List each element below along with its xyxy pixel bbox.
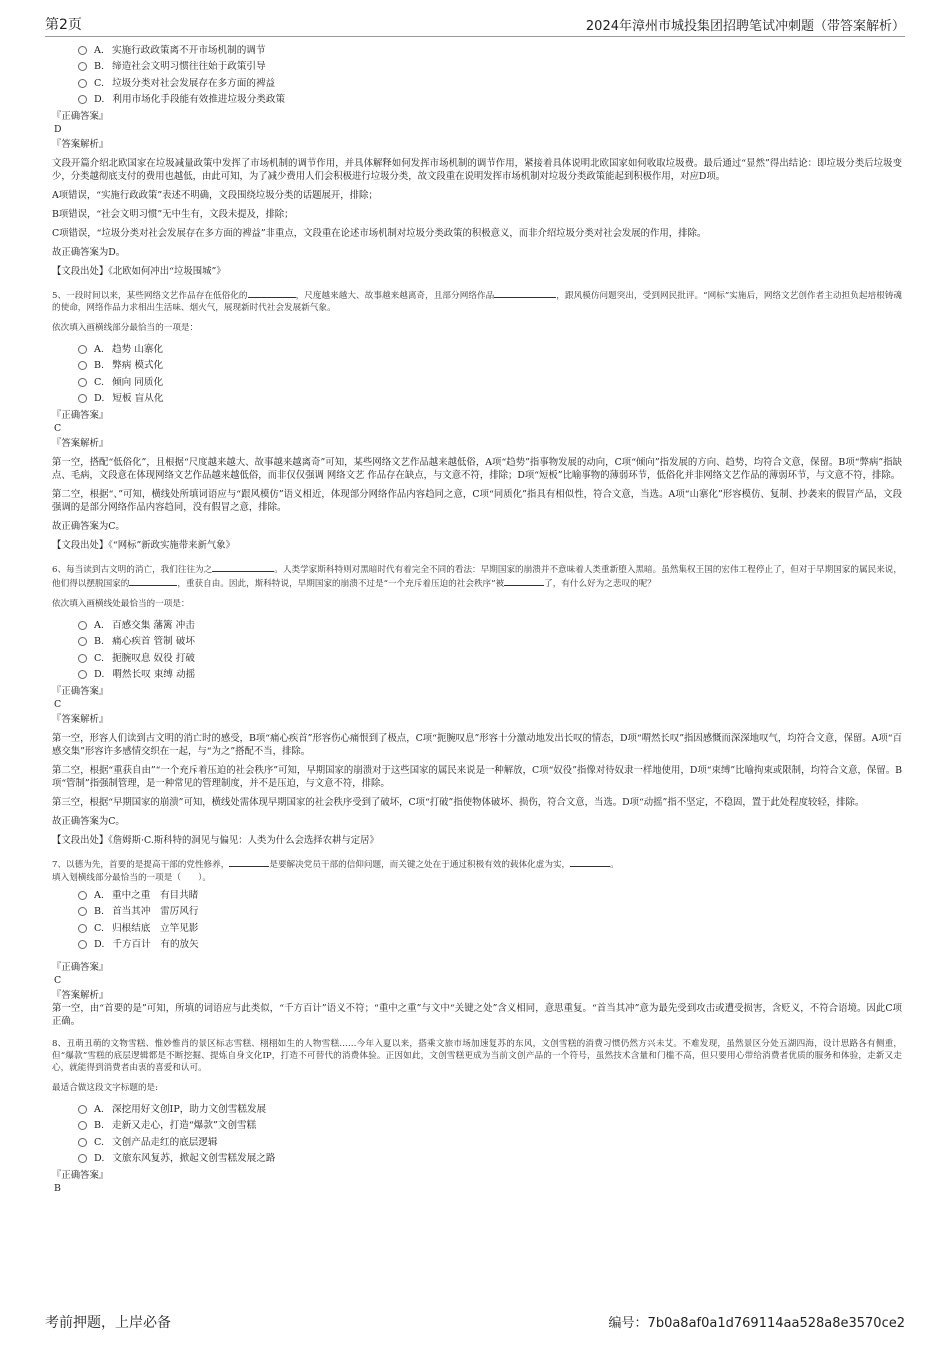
- option-b[interactable]: B. 走新又走心，打造“爆款”文创雪糕: [78, 1118, 902, 1135]
- question-prompt: 依次填入画横线部分最恰当的一项是：: [52, 323, 199, 333]
- radio-icon[interactable]: [78, 46, 87, 55]
- answer-value: C: [54, 975, 62, 986]
- radio-icon[interactable]: [78, 924, 87, 933]
- option-a[interactable]: A. 重中之重 有目共睹: [78, 887, 902, 904]
- analysis-label: 『答案解析』: [52, 990, 109, 1001]
- radio-icon[interactable]: [78, 79, 87, 88]
- radio-icon[interactable]: [78, 361, 87, 370]
- answer-label: 『正确答案』: [52, 686, 109, 697]
- analysis-paragraph: 第三空，根据“早期国家的崩溃”可知，横线处需体现早期国家的社会秩序受到了破坏，C项“打破”指使物体破坏、损伤，符合文意，当选。D项“动摇”指不坚定，不稳固，置于此处程度较轻，排除。: [52, 797, 865, 808]
- radio-icon[interactable]: [78, 670, 87, 679]
- question-prompt: 依次填入画横线处最恰当的一项是：: [52, 599, 190, 609]
- analysis-conclusion: 故正确答案为C。: [52, 521, 125, 532]
- radio-icon[interactable]: [78, 1154, 87, 1163]
- option-b[interactable]: B. 弊病 模式化: [78, 358, 902, 375]
- page-header: [45, 12, 905, 37]
- source-citation: 【文段出处】《北欧如何冲出“垃圾围城”》: [52, 266, 226, 277]
- q6-options: [52, 617, 902, 683]
- source-citation: 【文段出处】《“网标”新政实施带来新气象》: [52, 540, 236, 551]
- answer-label: 『正确答案』: [52, 111, 109, 122]
- option-b[interactable]: B. 痛心疾首 管制 破坏: [78, 634, 902, 651]
- question-stem: 7、以德为先，首要的是提高干部的党性修养， 是要解决党员干部的信仰问题，而关键之处在于通过积极有效的载体化虚为实， 。: [52, 857, 902, 871]
- answer-value: B: [54, 1183, 61, 1194]
- radio-icon[interactable]: [78, 62, 87, 71]
- q4-options: [52, 42, 902, 108]
- option-c[interactable]: C. 文创产品走红的底层逻辑: [78, 1134, 902, 1151]
- radio-icon[interactable]: [78, 940, 87, 949]
- radio-icon[interactable]: [78, 637, 87, 646]
- radio-icon[interactable]: [78, 378, 87, 387]
- document-code: 编号：7b0a8af0a1d769114aa528a8e3570ce2: [608, 1316, 905, 1331]
- analysis-paragraph: 第一空，由“首要的是”可知，所填的词语应与此类似，“千方百计”语义不符；“重中之重”与文中“关键之处”含义相同，意思重复。“首当其冲”意为最先受到攻击或遭受损害，含贬义，不符合语境。因此C项正确。: [52, 1003, 902, 1027]
- answer-value: C: [54, 423, 62, 434]
- option-d[interactable]: D. 千方百计 有的放矢: [78, 937, 902, 954]
- radio-icon[interactable]: [78, 394, 87, 403]
- option-a[interactable]: A. 深挖用好文创IP，助力文创雪糕发展: [78, 1101, 902, 1118]
- radio-icon[interactable]: [78, 907, 87, 916]
- answer-label: 『正确答案』: [52, 962, 109, 973]
- analysis-paragraph: 第一空，形容人们读到古文明的消亡时的感受，B项“痛心疾首”形容伤心痛恨到了极点，C项“扼腕叹息”形容十分激动地发出长叹的情态，D项“喟然长叹”指因感慨而深深地叹气，均符合文意，保留。A项“百感交集”形容许多感情交织在一起，与“为之”搭配不当，排除。: [52, 733, 902, 757]
- q5-options: [52, 341, 902, 407]
- question-stem: 6、每当读到古文明的消亡，我们往往为之 。人类学家斯科特则对黑暗时代有着完全不同的看法：早期国家的崩溃并不意味着人类重新堕入黑暗。虽然集权王国的宏伟工程停止了，但对于早期国家的属民来说，他们得以摆脱国家的 ，重获自由。因此，斯科特说，早期国家的崩溃不过是“一个充斥着压迫的社会秩序”被 了，有什么好为之悲叹的呢？: [52, 562, 902, 590]
- radio-icon[interactable]: [78, 345, 87, 354]
- q8-options: [52, 1101, 902, 1167]
- analysis-label: 『答案解析』: [52, 139, 109, 150]
- q7-options: [52, 887, 902, 953]
- analysis-label: 『答案解析』: [52, 438, 109, 449]
- analysis-conclusion: 故正确答案为C。: [52, 816, 125, 827]
- option-d[interactable]: D. 文旅东风复苏，掀起文创雪糕发展之路: [78, 1151, 902, 1168]
- answer-label: 『正确答案』: [52, 1170, 109, 1181]
- question-prompt: 填入划横线部分最恰当的一项是（ ）。: [52, 873, 211, 883]
- analysis-paragraph: C项错误，“垃圾分类对社会发展存在多方面的裨益”非重点，文段重在论述市场机制对垃圾分类政策的积极意义，而非介绍垃圾分类对社会发展的作用，排除。: [52, 228, 707, 239]
- answer-value: D: [54, 124, 62, 135]
- analysis-paragraph: A项错误，“实施行政政策”表述不明确，文段围绕垃圾分类的话题展开，排除；: [52, 190, 378, 201]
- option-c[interactable]: C. 倾向 同质化: [78, 374, 902, 391]
- footer-slogan: 考前押题，上岸必备: [45, 1315, 171, 1331]
- radio-icon[interactable]: [78, 654, 87, 663]
- analysis-paragraph: 文段开篇介绍北欧国家在垃圾减量政策中发挥了市场机制的调节作用，并具体解释如何发挥市场机制的调节作用，紧接着具体说明北欧国家如何收取垃圾费。最后通过“显然”得出结论：即垃圾分类后垃圾变少，分类越彻底支付的费用也越低，由此可知，为了减少费用人们会积极进行垃圾分类，故文段重在说明发挥市场机制对垃圾分类政策能起到积极作用，对应D项。: [52, 158, 902, 182]
- document-body: [52, 42, 902, 1195]
- option-c[interactable]: C. 归根结底 立竿见影: [78, 920, 902, 937]
- option-a[interactable]: A. 实施行政政策离不开市场机制的调节: [78, 42, 902, 59]
- answer-label: 『正确答案』: [52, 410, 109, 421]
- analysis-paragraph: 第二空，根据“、”可知，横线处所填词语应与“跟风模仿”语义相近，体现部分网络作品内容趋同之意，C项“同质化”指具有相似性，符合文意，当选。A项“山寨化”形容模仿、复制、抄袭来的假冒产品，文段强调的是部分网络作品内容趋同，没有假冒之意，排除。: [52, 489, 902, 513]
- radio-icon[interactable]: [78, 1121, 87, 1130]
- analysis-label: 『答案解析』: [52, 714, 109, 725]
- question-stem: 8、丑萌丑萌的文物雪糕、惟妙惟肖的景区标志雪糕、栩栩如生的人物雪糕……今年入夏以来，搭乘文旅市场加速复苏的东风，文创雪糕的消费习惯仍然方兴未艾。不难发现，虽然景区分处五湖四海，设计思路各有侧重，但“爆款”雪糕的底层逻辑都是不断挖掘、提炼自身文化IP，打造不可替代的消费体验。正因如此，文创雪糕更成为当前文创产品的一个符号，虽然技术含量和门槛不高，但只要用心带给消费者优质的服务和体验，走新又走心，就能得到消费者由衷的喜爱和认可。: [52, 1039, 902, 1073]
- option-d[interactable]: D. 短板 盲从化: [78, 391, 902, 408]
- analysis-conclusion: 故正确答案为D。: [52, 247, 126, 258]
- option-d[interactable]: D. 利用市场化手段能有效推进垃圾分类政策: [78, 92, 902, 109]
- source-citation: 【文段出处】《詹姆斯·C.斯科特的洞见与偏见：人类为什么会选择农耕与定居》: [52, 835, 379, 846]
- page-number: 第2页: [45, 17, 82, 33]
- document-title: 2024年漳州市城投集团招聘笔试冲刺题（带答案解析）: [585, 19, 905, 34]
- option-a[interactable]: A. 趋势 山寨化: [78, 341, 902, 358]
- option-a[interactable]: A. 百感交集 藩篱 冲击: [78, 617, 902, 634]
- option-b[interactable]: B. 首当其冲 雷厉风行: [78, 904, 902, 921]
- question-stem: 5、一段时间以来，某些网络文艺作品存在低俗化的 ，尺度越来越大、故事越来越离奇，且部分网络作品 ，跟风模仿问题突出，受到网民批评。“网标”实施后，网络文艺创作者主动担负起培根铸魂的使命，网络作品力求相出生活味、烟火气，展现新时代社会发展新气象。: [52, 288, 902, 314]
- option-c[interactable]: C. 扼腕叹息 奴役 打破: [78, 650, 902, 667]
- radio-icon[interactable]: [78, 891, 87, 900]
- radio-icon[interactable]: [78, 621, 87, 630]
- analysis-paragraph: 第二空，根据“重获自由”“一个充斥着压迫的社会秩序”可知，早期国家的崩溃对于这些国家的属民来说是一种解放，C项“奴役”指像对待奴隶一样地使用，D项“束缚”比喻拘束或限制，均符合文意，保留。B项“管制”指强制管理，是一种常见的管理制度，并不是压迫，与文意不符，排除。: [52, 765, 902, 789]
- radio-icon[interactable]: [78, 1105, 87, 1114]
- question-prompt: 最适合做这段文字标题的是:: [52, 1083, 159, 1093]
- radio-icon[interactable]: [78, 1138, 87, 1147]
- answer-value: C: [54, 699, 62, 710]
- analysis-paragraph: 第一空，搭配“低俗化”，且根据“尺度越来越大、故事越来越离奇”可知，某些网络文艺作品越来越低俗，A项“趋势”指事物发展的动向，C项“倾向”指发展的方向、趋势，均符合文意，保留。B项“弊病”指缺点、毛病，文段意在体现网络文艺作品越来越低俗，而非仅仅强调 网络文艺 作品存在缺点，与文意不符，排除；D项“短板”比喻事物的薄弱环节，低俗化并非网络文艺作品的薄弱环节，与文意不符，排除。: [52, 457, 902, 481]
- page-footer: [45, 1312, 905, 1332]
- option-b[interactable]: B. 缔造社会文明习惯往往始于政策引导: [78, 59, 902, 76]
- option-d[interactable]: D. 喟然长叹 束缚 动摇: [78, 667, 902, 684]
- analysis-paragraph: B项错误，“社会文明习惯”无中生有，文段未提及，排除；: [52, 209, 294, 220]
- radio-icon[interactable]: [78, 95, 87, 104]
- option-c[interactable]: C. 垃圾分类对社会发展存在多方面的裨益: [78, 75, 902, 92]
